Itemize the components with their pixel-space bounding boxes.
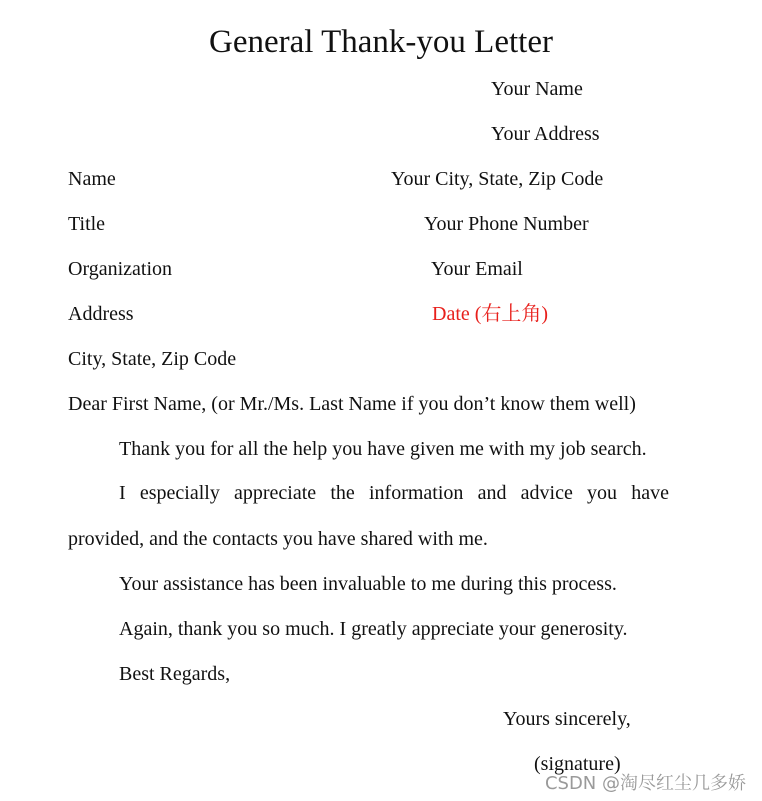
body-paragraph-2-line-2: provided, and the contacts you have shared with me. <box>68 528 488 550</box>
salutation: Dear First Name, (or Mr./Ms. Last Name if you don’t know them well) <box>68 393 636 415</box>
body-paragraph-1: Thank you for all the help you have given me with my job search. <box>119 438 647 460</box>
signature: (signature) <box>534 753 621 775</box>
best-regards: Best Regards, <box>119 663 231 685</box>
sender-city-state-zip: Your City, State, Zip Code <box>391 168 604 190</box>
recipient-name: Name <box>68 168 116 190</box>
closing: Yours sincerely, <box>503 708 631 730</box>
letter-title: General Thank-you Letter <box>209 24 553 60</box>
sender-name: Your Name <box>491 78 583 100</box>
body-paragraph-4: Again, thank you so much. I greatly appreciate your generosity. <box>119 618 628 640</box>
sender-phone: Your Phone Number <box>424 213 589 235</box>
letter-date: Date (右上角) <box>432 303 549 325</box>
body-paragraph-3: Your assistance has been invaluable to me during this process. <box>119 573 617 595</box>
body-paragraph-2-line-1: I especially appreciate the information and advice you have <box>119 482 669 504</box>
recipient-title: Title <box>68 213 106 235</box>
sender-email: Your Email <box>431 258 523 280</box>
recipient-city-state-zip: City, State, Zip Code <box>68 348 237 370</box>
sender-address: Your Address <box>491 123 600 145</box>
csdn-watermark: CSDN @淘尽红尘几多娇 <box>544 773 746 794</box>
recipient-address: Address <box>68 303 134 325</box>
recipient-organization: Organization <box>68 258 173 280</box>
